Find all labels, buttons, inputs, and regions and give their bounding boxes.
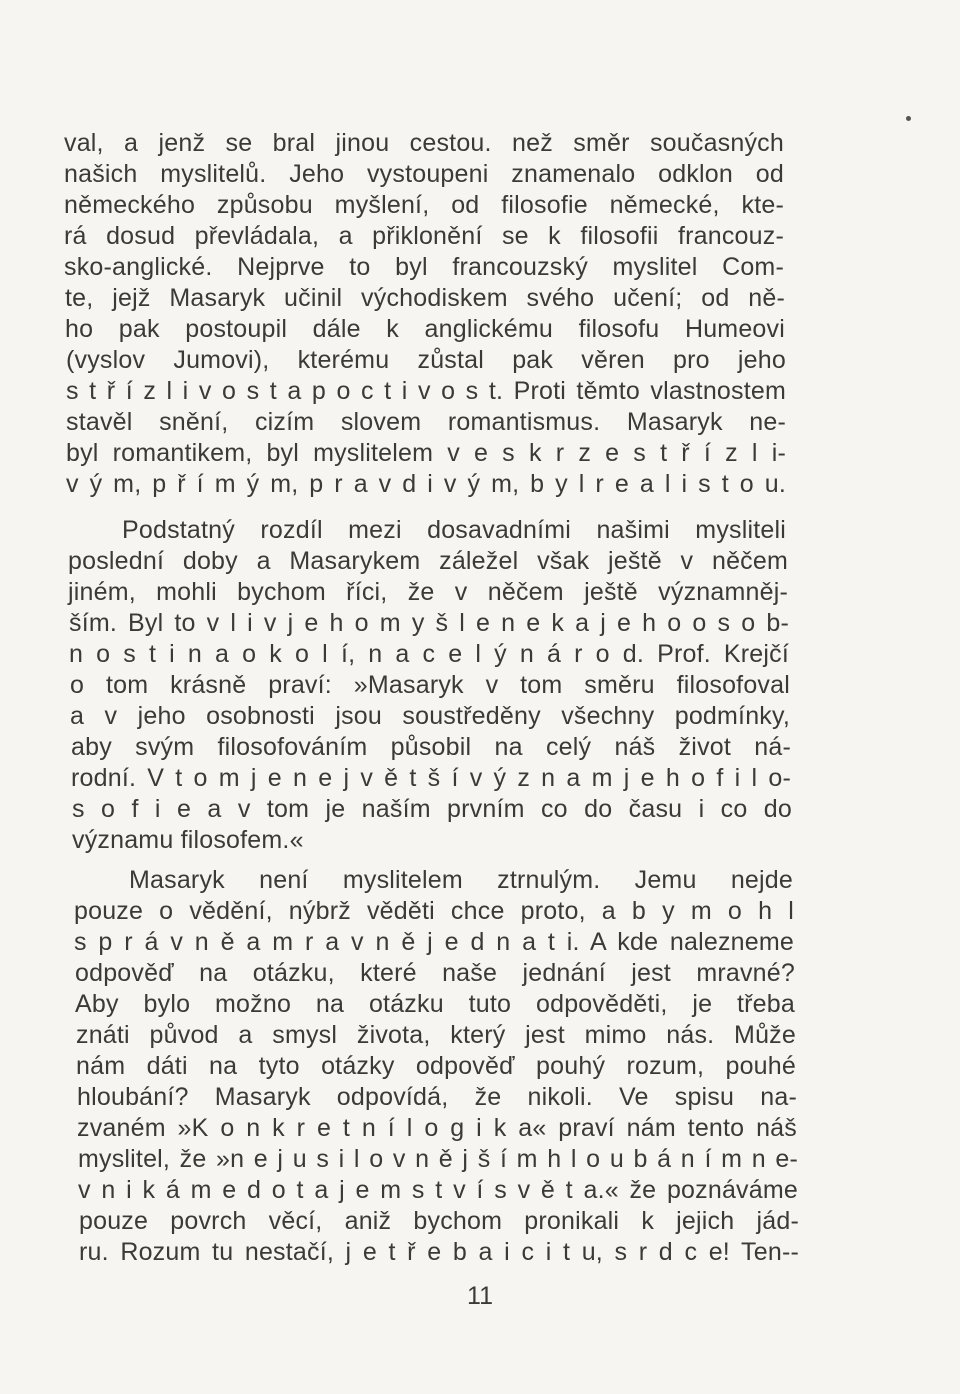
- text-line: Masaryk není myslitelem ztrnulým. Jemu nejde: [129, 866, 793, 894]
- text-line: pouze o vědění, nýbrž věděti chce proto, a b y m o h l: [74, 897, 794, 925]
- text-line: Aby bylo možno na otázku tuto odpověděti, je třeba: [75, 990, 795, 1018]
- text-line: s t ř í z l i v o s t a p o c t i v o s t. Proti těmto vlastnostem: [66, 377, 786, 405]
- text-line: znáti původ a smysl života, který jest mimo nás. Může: [76, 1021, 796, 1049]
- text-line: v n i k á m e d o t a j e m s t v í s v ě t a.« že poznáváme: [78, 1176, 798, 1204]
- text-line: našich myslitelů. Jeho vystoupeni znamenalo odklon od: [64, 160, 784, 188]
- text-line: ším. Byl to v l i v j e h o m y š l e n e k a j e h o o s o b-: [69, 609, 789, 637]
- text-line: s o f i e a v tom je naším prvním co do času i co do: [72, 795, 792, 823]
- text-line: Podstatný rozdíl mezi dosavadními našimi mysliteli: [122, 516, 786, 544]
- text-line: te, jejž Masaryk učinil východiskem svého učení; od ně-: [65, 284, 785, 312]
- text-line: ho pak postoupil dále k anglickému filosofu Humeovi: [65, 315, 785, 343]
- text-line: zvaném »K o n k r e t n í l o g i k a« praví nám tento náš: [77, 1114, 797, 1142]
- text-line: rá dosud převládala, a přiklonění se k filosofii francouz-: [64, 222, 784, 250]
- text-line: německého způsobu myšlení, od filosofie německé, kte-: [64, 191, 784, 219]
- text-line: jiném, mohli bychom říci, že v něčem ještě významněj-: [68, 578, 788, 606]
- text-line: myslitel, že »n e j u s i l o v n ě j š í m h l o u b á n í m n e-: [78, 1145, 798, 1173]
- text-line: pouze povrch věcí, aniž bychom pronikali k jejich jád-: [79, 1207, 799, 1235]
- text-line: poslední doby a Masarykem záležel však ještě v něčem: [68, 547, 788, 575]
- text-line: n o s t i n a o k o l í, n a c e l ý n á r o d. Prof. Krejčí: [69, 640, 789, 668]
- text-line: odpověď na otázku, které naše jednání jest mravné?: [75, 959, 795, 987]
- page-number: 11: [467, 1282, 493, 1310]
- text-line: o tom krásně praví: »Masaryk v tom směru filosofoval: [70, 671, 790, 699]
- text-line: byl romantikem, byl myslitelem v e s k r z e s t ř í z l i-: [66, 439, 786, 467]
- text-line: stavěl snění, cizím slovem romantismus. Masaryk ne-: [66, 408, 786, 436]
- text-line: nám dáti na tyto otázky odpověď pouhý rozum, pouhé: [76, 1052, 796, 1080]
- text-line: hloubání? Masaryk odpovídá, že nikoli. Ve spisu na-: [77, 1083, 797, 1111]
- text-line: val, a jenž se bral jinou cestou. než směr současných: [64, 129, 784, 157]
- text-line: s p r á v n ě a m r a v n ě j e d n a t i. A kde nalezneme: [74, 928, 794, 956]
- text-line: v ý m, p ř í m ý m, p r a v d i v ý m, b y l r e a l i s t o u.: [66, 470, 786, 498]
- text-line: a v jeho osobnosti jsou soustředěny všechny podmínky,: [70, 702, 790, 730]
- text-line: aby svým filosofováním působil na celý náš život ná-: [71, 733, 791, 761]
- text-line: významu filosofem.«: [72, 826, 304, 854]
- text-line: rodní. V t o m j e n e j v ě t š í v ý z n a m j e h o f i l o-: [71, 764, 791, 792]
- print-speck: [906, 116, 911, 121]
- text-line: (vyslov Jumovi), kterému zůstal pak věren pro jeho: [66, 346, 786, 374]
- text-line: ru. Rozum tu nestačí, j e t ř e b a i c i t u, s r d c e! Ten--: [79, 1238, 799, 1266]
- text-line: sko-anglické. Nejprve to byl francouzský myslitel Com-: [64, 253, 784, 281]
